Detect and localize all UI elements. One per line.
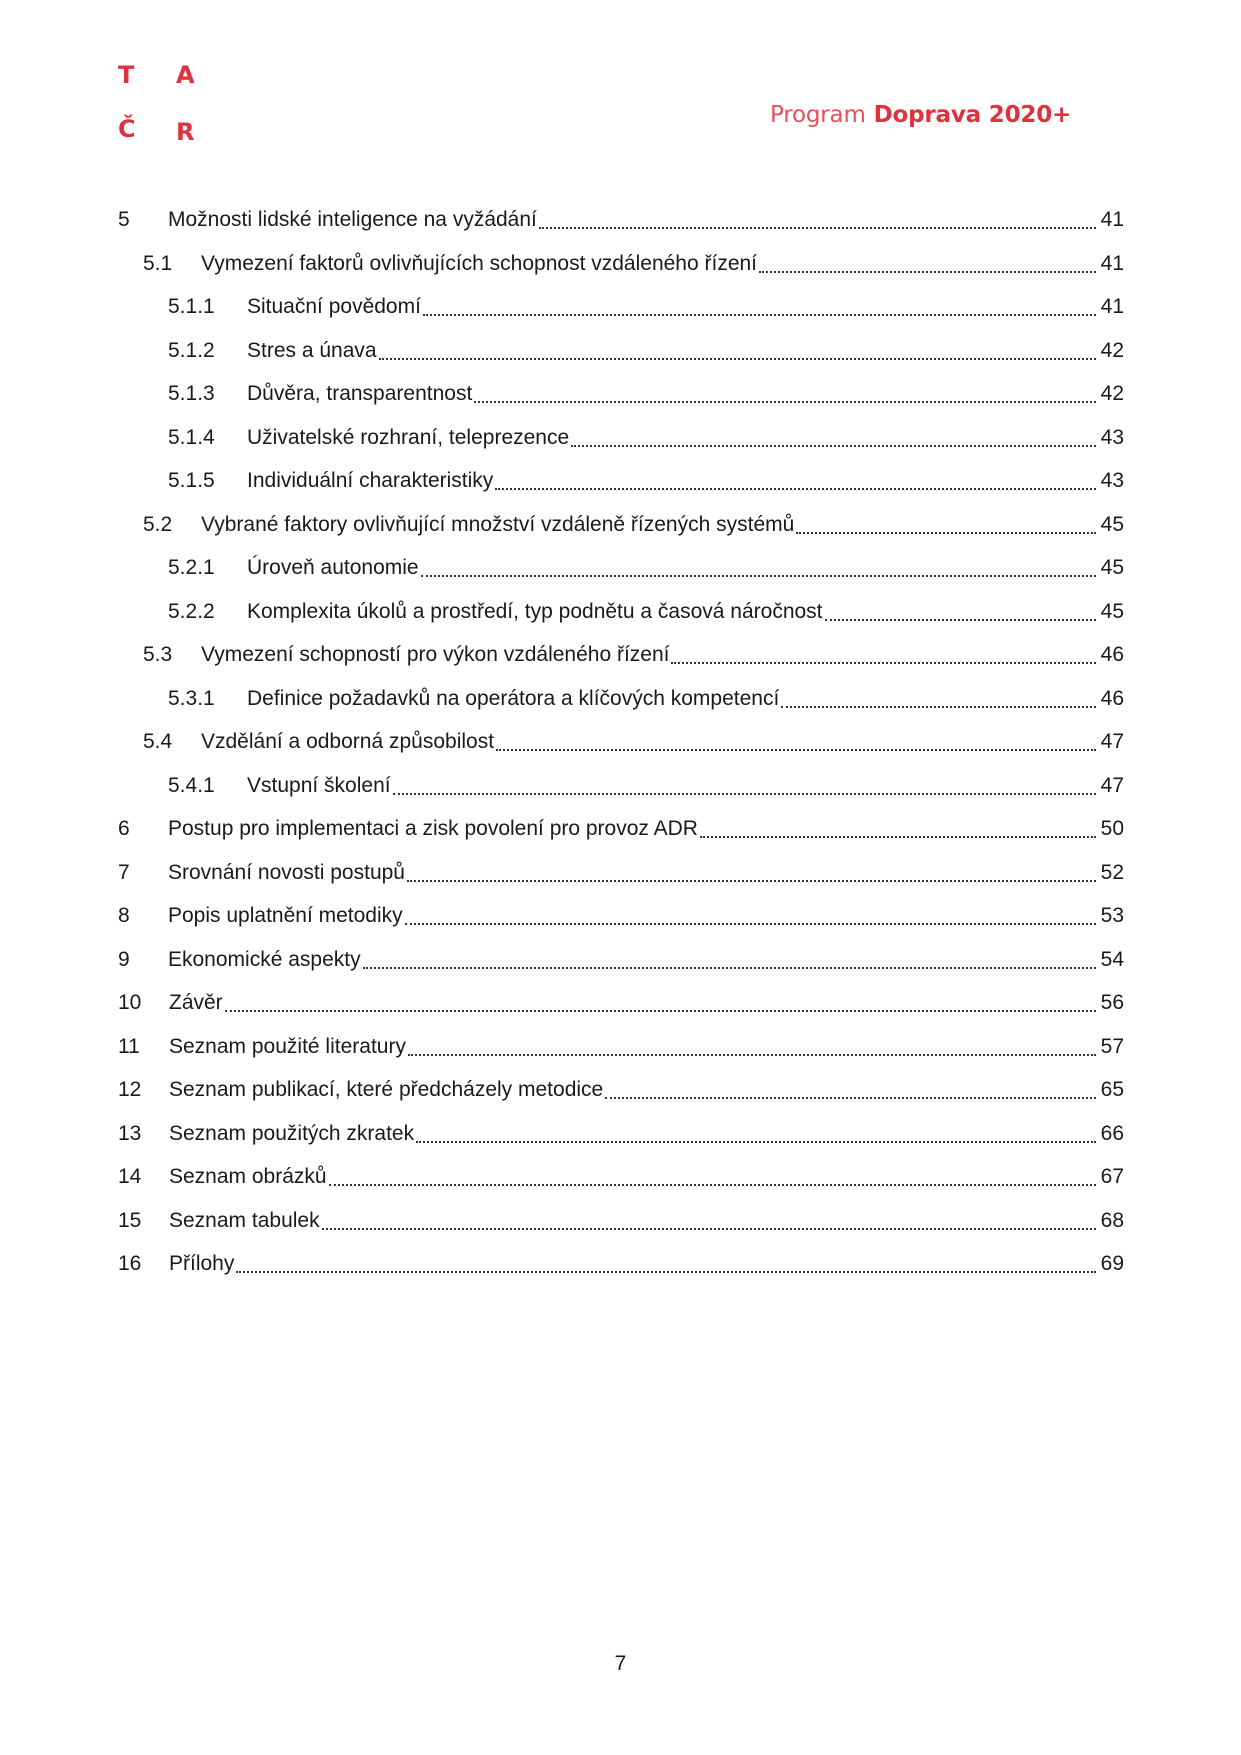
toc-entry-title[interactable]: Srovnání novosti postupů <box>168 860 405 884</box>
toc-entry-title[interactable]: Vzdělání a odborná způsobilost <box>201 730 495 753</box>
toc-dot-leader <box>329 1163 1096 1191</box>
toc-entry-number: 5.1 <box>143 251 173 275</box>
logo-letter-r: R <box>176 118 195 146</box>
toc-dot-leader <box>363 946 1096 974</box>
toc-entry-page[interactable]: 43 <box>1100 425 1124 449</box>
toc-entry-page[interactable]: 42 <box>1100 382 1124 405</box>
toc-entry-number: 14 <box>118 1165 142 1188</box>
toc-entry-title[interactable]: Vymezení faktorů ovlivňujících schopnost vzdáleného řízení <box>201 251 758 275</box>
toc-entry-page[interactable]: 69 <box>1100 1252 1124 1275</box>
program-prefix: Program <box>770 102 866 128</box>
toc-entry-title[interactable]: Seznam publikací, které předcházely metodice <box>169 1078 604 1101</box>
toc-entry-title[interactable]: Popis uplatnění metodiky <box>168 904 403 927</box>
toc-entry[interactable] <box>118 467 1124 511</box>
toc-entry-number: 16 <box>118 1252 142 1275</box>
toc-entry-page[interactable]: 56 <box>1100 991 1124 1014</box>
toc-entry-number: 10 <box>118 991 142 1014</box>
toc-entry-number: 8 <box>118 904 130 927</box>
toc-entry-page[interactable]: 41 <box>1100 208 1124 231</box>
toc-entry[interactable] <box>118 1163 1124 1207</box>
toc-entry-title[interactable]: Seznam použité literatury <box>169 1034 406 1058</box>
toc-dot-leader <box>700 815 1096 843</box>
toc-entry-title[interactable]: Možnosti lidské inteligence na vyžádání <box>168 208 537 231</box>
toc-entry[interactable] <box>118 902 1124 946</box>
toc-entry-title[interactable]: Vymezení schopností pro výkon vzdáleného řízení <box>201 643 670 666</box>
toc-entry-number: 11 <box>118 1034 140 1058</box>
toc-entry[interactable] <box>118 772 1124 816</box>
toc-entry[interactable] <box>118 1207 1124 1251</box>
toc-entry-page[interactable]: 45 <box>1100 599 1124 623</box>
toc-entry-number: 6 <box>118 817 130 840</box>
toc-entry-number: 7 <box>118 860 130 884</box>
toc-dot-leader <box>225 989 1096 1017</box>
toc-entry[interactable] <box>118 1120 1124 1164</box>
toc-dot-leader <box>416 1120 1096 1148</box>
toc-entry-number: 5.2 <box>143 512 173 536</box>
toc-dot-leader <box>759 250 1096 278</box>
toc-entry-title[interactable]: Uživatelské rozhraní, teleprezence <box>247 425 570 449</box>
toc-dot-leader <box>605 1076 1096 1104</box>
tacr-logo <box>118 60 208 150</box>
toc-entry[interactable] <box>118 554 1124 598</box>
toc-dot-leader <box>408 1033 1096 1061</box>
toc-dot-leader <box>781 685 1096 713</box>
toc-entry[interactable] <box>118 815 1124 859</box>
toc-entry[interactable] <box>118 1033 1124 1077</box>
toc-entry-page[interactable]: 68 <box>1100 1208 1124 1232</box>
toc-dot-leader <box>796 511 1096 539</box>
toc-entry-page[interactable]: 52 <box>1100 860 1124 884</box>
toc-entry-page[interactable]: 66 <box>1100 1121 1124 1145</box>
toc-entry-title[interactable]: Seznam tabulek <box>169 1208 320 1232</box>
toc-entry-number: 5.1.2 <box>168 338 215 362</box>
toc-dot-leader <box>496 728 1096 756</box>
toc-entry-number: 12 <box>118 1078 142 1101</box>
toc-entry-title[interactable]: Definice požadavků na operátora a klíčových kompetencí <box>247 686 780 710</box>
toc-entry-page[interactable]: 45 <box>1100 512 1124 536</box>
toc-entry[interactable] <box>118 641 1124 685</box>
page-number: 7 <box>614 1652 627 1675</box>
toc-entry-title[interactable]: Komplexita úkolů a prostředí, typ podnětu a časová náročnost <box>247 599 823 623</box>
toc-entry-title[interactable]: Seznam použitých zkratek <box>169 1121 415 1145</box>
toc-dot-leader <box>236 1250 1096 1278</box>
toc-entry-page[interactable]: 47 <box>1100 773 1124 797</box>
toc-entry-title[interactable]: Vstupní školení <box>247 773 391 797</box>
toc-entry-number: 5.4 <box>143 730 173 753</box>
toc-entry-page[interactable]: 57 <box>1100 1034 1124 1058</box>
toc-entry[interactable] <box>118 293 1124 337</box>
toc-dot-leader <box>423 293 1096 321</box>
toc-entry-page[interactable]: 46 <box>1100 686 1124 710</box>
toc-dot-leader <box>407 859 1096 887</box>
toc-entry-title[interactable]: Stres a únava <box>247 338 377 362</box>
toc-entry-title[interactable]: Individuální charakteristiky <box>247 469 494 492</box>
toc-entry-page[interactable]: 53 <box>1100 904 1124 927</box>
toc-dot-leader <box>571 424 1096 452</box>
toc-entry[interactable] <box>118 728 1124 772</box>
toc-entry[interactable] <box>118 206 1124 250</box>
toc-entry[interactable] <box>118 989 1124 1033</box>
toc-entry-number: 5.1.5 <box>168 469 215 492</box>
toc-dot-leader <box>393 772 1096 800</box>
toc-entry-number: 5.1.3 <box>168 382 215 405</box>
toc-entry-title[interactable]: Vybrané faktory ovlivňující množství vzdáleně řízených systémů <box>201 512 795 536</box>
toc-dot-leader <box>421 554 1096 582</box>
toc-entry-title[interactable]: Důvěra, transparentnost <box>247 382 473 405</box>
logo-letter-t: T <box>118 61 135 89</box>
toc-entry-page[interactable]: 47 <box>1100 730 1124 753</box>
toc-entry-page[interactable]: 54 <box>1100 947 1124 971</box>
toc-entry[interactable] <box>118 1076 1124 1120</box>
toc-entry-title[interactable]: Přílohy <box>169 1252 235 1275</box>
program-name: Doprava 2020+ <box>873 102 1072 128</box>
toc-entry-title[interactable]: Závěr <box>169 991 223 1014</box>
toc-entry-title[interactable]: Seznam obrázků <box>169 1165 327 1188</box>
toc-entry-page[interactable]: 41 <box>1100 251 1124 275</box>
toc-entry-title[interactable]: Úroveň autonomie <box>247 556 419 579</box>
toc-dot-leader <box>539 206 1096 234</box>
toc-entry-title[interactable]: Ekonomické aspekty <box>168 947 361 971</box>
toc-entry-number: 5 <box>118 208 130 231</box>
toc-entry-number: 5.4.1 <box>168 773 215 797</box>
toc-entry[interactable] <box>118 859 1124 903</box>
toc-entry-page[interactable]: 42 <box>1100 338 1124 362</box>
toc-entry-page[interactable]: 46 <box>1100 643 1124 666</box>
toc-entry-title[interactable]: Postup pro implementaci a zisk povolení pro provoz ADR <box>168 817 698 840</box>
logo-letter-a: A <box>176 61 195 89</box>
toc-entry[interactable] <box>118 424 1124 468</box>
toc-dot-leader <box>671 641 1096 669</box>
toc-entry-number: 5.1.4 <box>168 425 215 449</box>
toc-entry-page[interactable]: 67 <box>1100 1165 1124 1188</box>
toc-entry[interactable] <box>118 511 1124 555</box>
toc-entry-number: 9 <box>118 947 130 971</box>
toc-entry[interactable] <box>118 380 1124 424</box>
toc-entry-number: 5.1.1 <box>168 295 215 318</box>
toc-entry[interactable] <box>118 250 1124 294</box>
program-header <box>770 102 1071 128</box>
toc-dot-leader <box>474 380 1096 408</box>
toc-entry-title[interactable]: Situační povědomí <box>247 295 421 318</box>
toc-entry-page[interactable]: 45 <box>1100 556 1124 579</box>
toc-entry-number: 5.3 <box>143 643 173 666</box>
toc-entry-page[interactable]: 50 <box>1100 817 1124 840</box>
logo-letter-c: Č <box>118 115 136 143</box>
toc-entry-number: 5.2.2 <box>168 599 215 623</box>
toc-dot-leader <box>379 337 1096 365</box>
toc-dot-leader <box>322 1207 1096 1235</box>
toc-entry-number: 5.3.1 <box>168 686 215 710</box>
toc-entry[interactable] <box>118 598 1124 642</box>
toc-dot-leader <box>495 467 1096 495</box>
toc-dot-leader <box>405 902 1096 930</box>
toc-entry[interactable] <box>118 685 1124 729</box>
toc-entry-page[interactable]: 43 <box>1100 469 1124 492</box>
toc-entry-page[interactable]: 65 <box>1100 1078 1124 1101</box>
toc-entry-number: 15 <box>118 1208 142 1232</box>
toc-entry[interactable] <box>118 337 1124 381</box>
toc-entry[interactable] <box>118 1250 1124 1294</box>
toc-entry-number: 13 <box>118 1121 142 1145</box>
toc-dot-leader <box>825 598 1096 626</box>
toc-entry[interactable] <box>118 946 1124 990</box>
table-of-contents <box>118 206 1124 1294</box>
toc-entry-page[interactable]: 41 <box>1100 295 1124 318</box>
toc-entry-number: 5.2.1 <box>168 556 215 579</box>
